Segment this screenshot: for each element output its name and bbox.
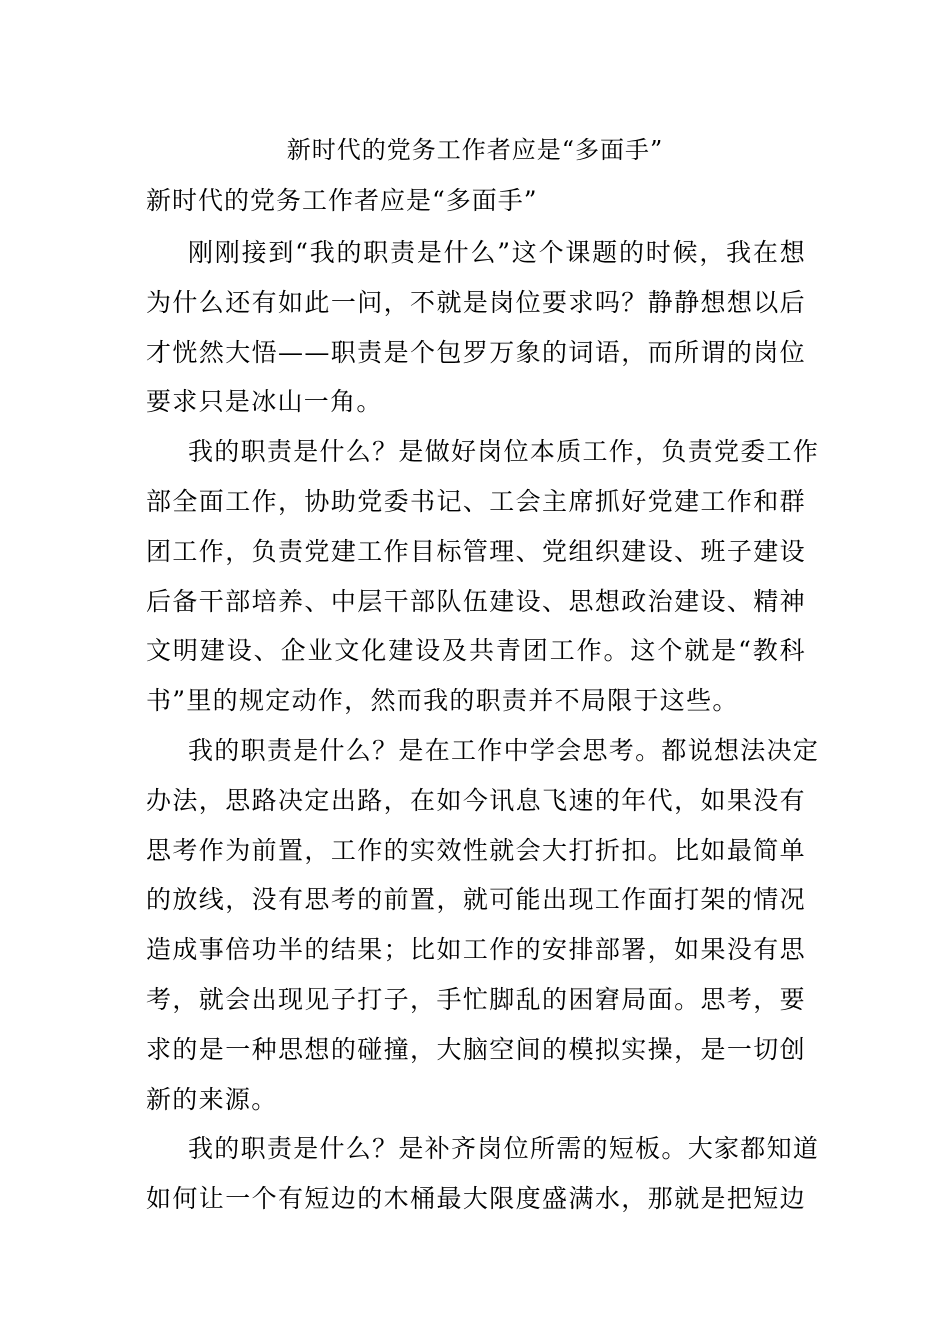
paragraph-line: 团工作，负责党建工作目标管理、党组织建设、班子建设	[146, 536, 806, 566]
document-body	[146, 228, 820, 1224]
paragraph-line: 后备干部培养、中层干部队伍建设、思想政治建设、精神	[146, 586, 806, 616]
paragraph-line: 刚刚接到“我的职责是什么”这个课题的时候，我在想	[188, 238, 806, 267]
paragraph-line: 书”里的规定动作，然而我的职责并不局限于这些。	[146, 686, 739, 716]
paragraph-line: 我的职责是什么？是补齐岗位所需的短板。大家都知道	[188, 1134, 820, 1164]
paragraph-line: 才恍然大悟——职责是个包罗万象的词语，而所谓的岗位	[146, 337, 806, 367]
paragraph-line: 思考作为前置，工作的实效性就会大打折扣。比如最简单	[146, 835, 806, 865]
paragraph-line: 办法，思路决定出路，在如今讯息飞速的年代，如果没有	[146, 785, 806, 815]
document-subtitle: 新时代的党务工作者应是“多面手”	[146, 186, 538, 215]
paragraph-4	[146, 1124, 820, 1224]
paragraph-line: 造成事倍功半的结果；比如工作的安排部署，如果没有思	[146, 935, 806, 965]
paragraph-3	[146, 726, 820, 1124]
paragraph-line: 我的职责是什么？是在工作中学会思考。都说想法决定	[188, 735, 820, 765]
paragraph-2	[146, 427, 820, 726]
paragraph-line: 我的职责是什么？是做好岗位本质工作，负责党委工作	[188, 437, 820, 467]
paragraph-line: 如何让一个有短边的木桶最大限度盛满水，那就是把短边	[146, 1184, 806, 1214]
document-title: 新时代的党务工作者应是“多面手”	[286, 136, 664, 164]
paragraph-line: 考，就会出现见子打子，手忙脚乱的困窘局面。思考，要	[146, 984, 806, 1014]
paragraph-line: 求的是一种思想的碰撞，大脑空间的模拟实操，是一切创	[146, 1034, 806, 1064]
paragraph-1	[146, 228, 806, 427]
paragraph-line: 新的来源。	[146, 1084, 278, 1114]
paragraph-line: 为什么还有如此一问，不就是岗位要求吗？静静想想以后	[146, 287, 806, 317]
paragraph-line: 部全面工作，协助党委书记、工会主席抓好党建工作和群	[146, 486, 806, 516]
paragraph-line: 的放线，没有思考的前置，就可能出现工作面打架的情况	[146, 885, 806, 915]
paragraph-line: 要求只是冰山一角。	[146, 387, 383, 417]
paragraph-line: 文明建设、企业文化建设及共青团工作。这个就是“教科	[146, 636, 806, 666]
